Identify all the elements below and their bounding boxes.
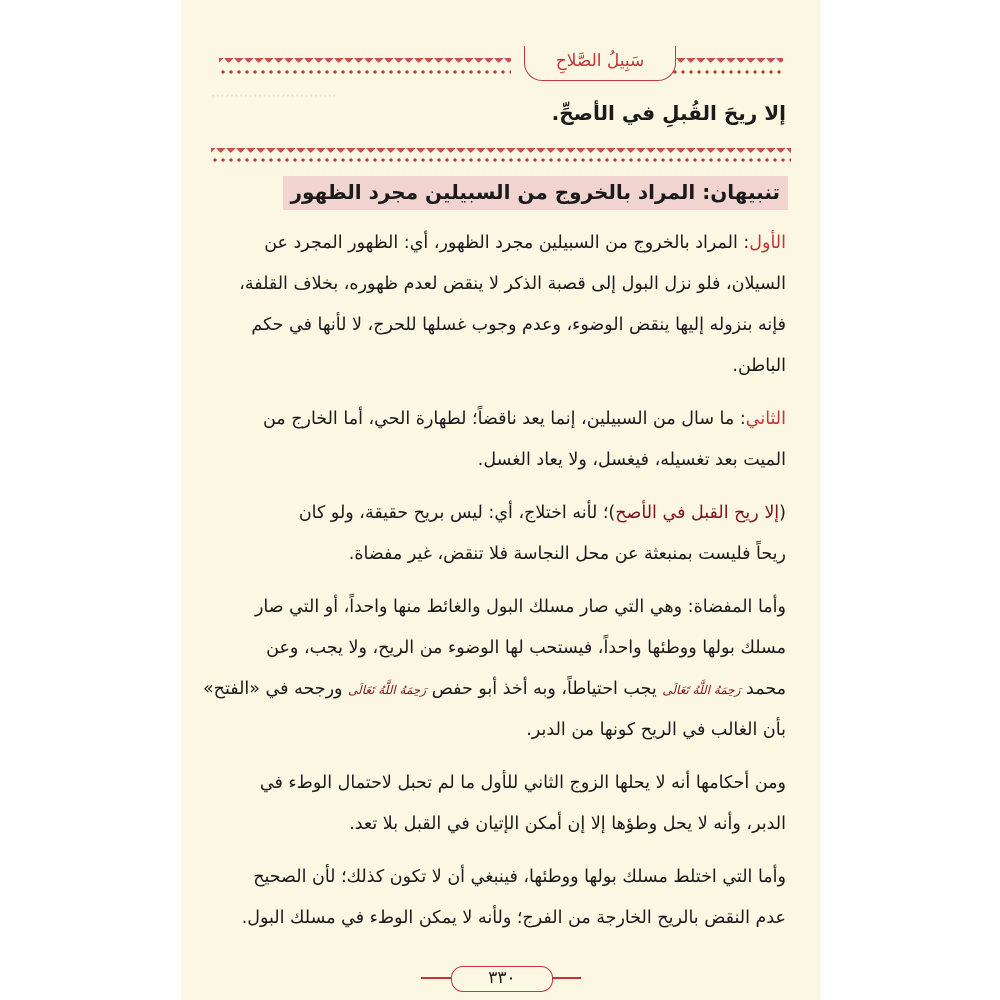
- honorific-2: رَحِمَهُ اللَّهُ تَعَالَى: [348, 683, 427, 697]
- header-cartouche: [524, 46, 676, 81]
- page-number: ٣٣٠: [488, 968, 516, 988]
- paragraph-second-line-2: الميت بعد تغسيله، فيغسل، ولا يعاد الغسل.: [477, 450, 786, 470]
- header-dots-right: [671, 70, 783, 74]
- mufdah-line-4: بأن الغالب في الريح كونها من الدبر.: [526, 720, 786, 740]
- paragraph-first-line-1: الأول: المراد بالخروج من السبيلين مجرد الظهور، أي: الظهور المجرد عن: [264, 233, 786, 253]
- book-page: [181, 0, 821, 1000]
- header-ornament-right: [671, 58, 783, 68]
- first-label: الأول: [749, 233, 786, 253]
- paragraph-first-line-2: السيلان، فلو نزل البول إلى قصبة الذكر لا ينقض لعدم ظهوره، بخلاف القلفة،: [239, 274, 786, 294]
- quote-line-2: ريحاً فليست بمنبعثة عن محل النجاسة فلا تنقض، غير مفضاة.: [348, 544, 786, 564]
- second-label: الثاني: [745, 409, 786, 429]
- section-heading: تنبيهان: المراد بالخروج من السبيلين مجرد الظهور: [283, 176, 788, 210]
- header-dots-left: [219, 70, 511, 74]
- mufdah-line-2: مسلك بولها ووطئها واحداً، فيستحب لها الوضوء من الريح، ولا يجب، وعن: [266, 638, 786, 658]
- rulings-line-2: الدبر، وأنه لا يحل وطؤها إلا إن أمكن الإتيان في القبل بلا تعد.: [349, 814, 786, 834]
- section-divider: [211, 148, 791, 162]
- honorific-1: رَحِمَهُ اللَّهُ تَعَالَى: [662, 683, 741, 697]
- paragraph-first-line-4: الباطن.: [732, 356, 786, 376]
- paragraph-first-line-3: فإنه بنزوله إليها ينقض الوضوء، وعدم وجوب غسلها للحرج، لا لأنها في حكم: [251, 315, 786, 335]
- footer-ornament-right: [551, 977, 581, 979]
- mufdah-line-1: وأما المفضاة: وهي التي صار مسلك البول والغائط منها واحداً، أو التي صار: [254, 597, 786, 617]
- page-header: [219, 46, 783, 82]
- paragraph-second-line-1: الثاني: ما سال من السبيلين، إنما يعد ناقضاً؛ لطهارة الحي، أما الخارج من: [262, 409, 786, 429]
- matn-quote: إلا ريح القبل في الأصح: [615, 503, 780, 523]
- quote-line-1: (إلا ريح القبل في الأصح)؛ لأنه اختلاج، أي: ليس بريح حقيقة، ولو كان: [298, 503, 786, 523]
- mixed-line-1: وأما التي اختلط مسلك بولها ووطئها، فينبغي أن لا تكون كذلك؛ لأن الصحيح: [253, 867, 786, 887]
- rulings-line-1: ومن أحكامها أنه لا يحلها الزوج الثاني للأول ما لم تحبل لاحتمال الوطء في: [259, 773, 786, 793]
- book-title: سَبِيلُ الصَّلاحِ: [555, 51, 645, 71]
- intro-line: إلا ريحَ القُبلِ في الأصحِّ.: [551, 101, 786, 125]
- page-number-box: [451, 966, 553, 992]
- page-footer: [181, 966, 821, 990]
- mufdah-line-3: محمد رَحِمَهُ اللَّهُ تَعَالَى يجب احتياطاً، وبه أخذ أبو حفص رَحِمَهُ اللَّهُ تَعَالَى ورجحه في «الفتح»: [202, 679, 786, 699]
- show-through-text: ⋯⋯⋯⋯⋯⋯⋯⋯⋯: [211, 88, 337, 104]
- header-ornament-left: [219, 58, 511, 68]
- footer-ornament-left: [421, 977, 451, 979]
- mixed-line-2: عدم النقض بالريح الخارجة من الفرج؛ ولأنه لا يمكن الوطء في مسلك البول.: [241, 908, 786, 928]
